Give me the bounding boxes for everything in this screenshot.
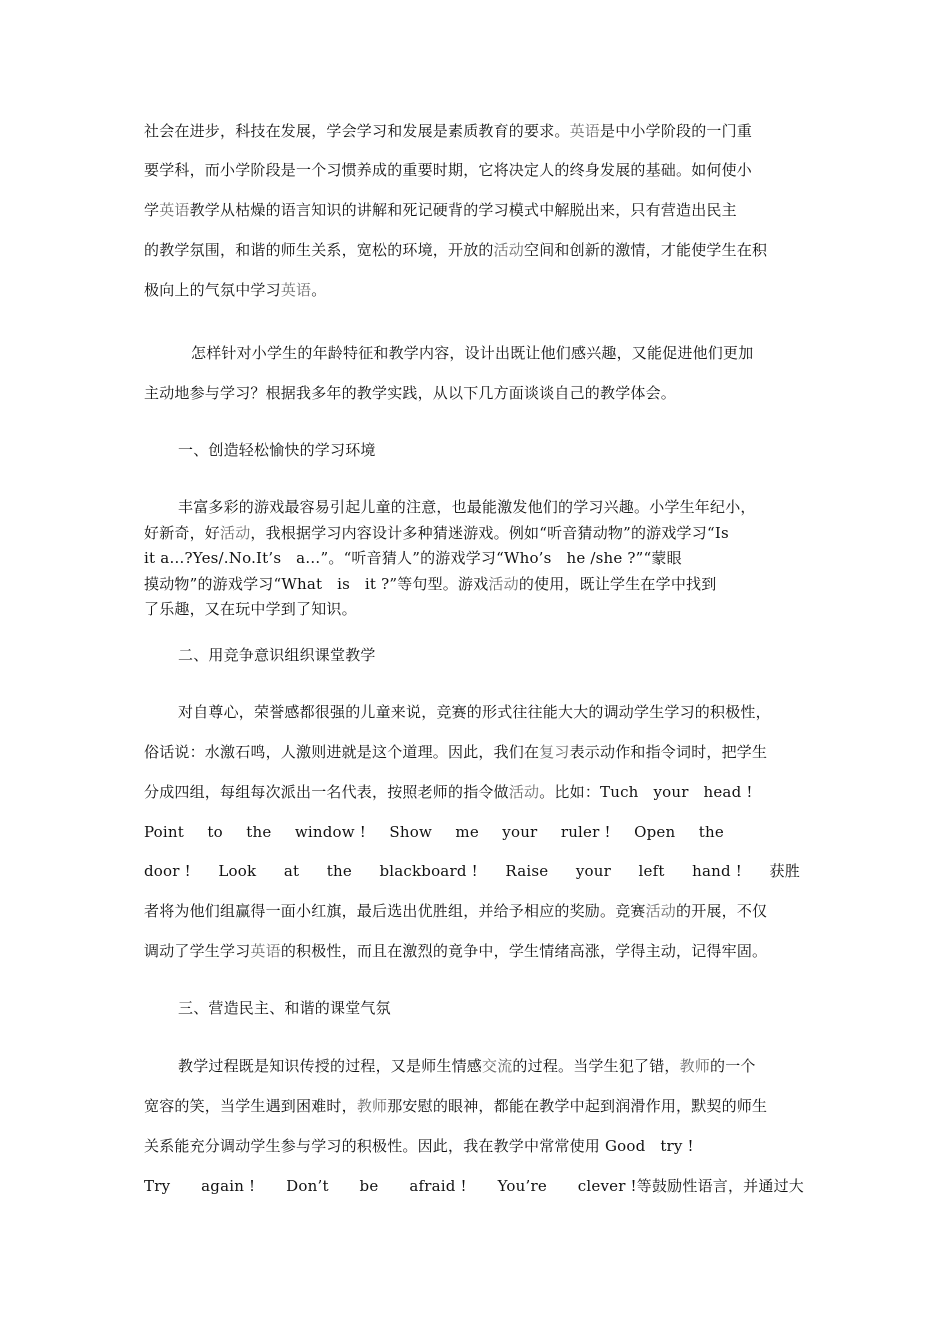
word: again ! bbox=[201, 1177, 256, 1195]
word: Try bbox=[144, 1177, 171, 1195]
text: 好新奇，好 bbox=[144, 524, 221, 542]
text: ，我根据学习内容设计多种猜迷游戏。例如“听音猜动物”的游戏学习“Is bbox=[250, 524, 729, 542]
text: 极向上的气氛中学习 bbox=[144, 281, 281, 299]
text: 是中小学阶段的一门重 bbox=[600, 122, 753, 140]
word: to bbox=[207, 823, 223, 841]
p4-line-4 bbox=[144, 822, 724, 842]
p5-line-2 bbox=[144, 1096, 814, 1116]
keyword-link[interactable]: 教师 bbox=[356, 1097, 388, 1115]
word: door ! bbox=[144, 862, 191, 880]
word: Don’t bbox=[286, 1177, 329, 1195]
word: Look bbox=[218, 862, 257, 880]
p3-line-3: it a…?Yes/.No.It’s a…”。“听音猜人”的游戏学习“Who’s he /she ?”“蒙眼 bbox=[144, 549, 682, 567]
word: ruler ! bbox=[560, 823, 611, 841]
p4-line-5 bbox=[144, 861, 800, 881]
keyword-link[interactable]: 交流 bbox=[482, 1057, 513, 1075]
word: window ! bbox=[294, 823, 366, 841]
p5-line-3: 关系能充分调动学生参与学习的积极性。因此，我在教学中常常使用 Good try ! bbox=[144, 1137, 694, 1155]
p3-line-5: 了乐趣，又在玩中学到了知识。 bbox=[144, 600, 357, 618]
p1-line-3 bbox=[144, 200, 814, 220]
word: 获胜 bbox=[769, 862, 800, 880]
word: Open bbox=[634, 823, 676, 841]
word: your bbox=[502, 823, 538, 841]
word: the bbox=[326, 862, 352, 880]
text: 调动了学生学习 bbox=[144, 942, 251, 960]
p4-line-3 bbox=[144, 782, 814, 802]
word: left bbox=[638, 862, 665, 880]
text: 的使用，既让学生在学中找到 bbox=[518, 575, 717, 593]
keyword-link[interactable]: 活动 bbox=[493, 241, 525, 259]
text: 空间和创新的激情，才能使学生在积 bbox=[524, 241, 768, 259]
p4-line-2 bbox=[144, 742, 814, 762]
text: 的教学氛围，和谐的师生关系，宽松的环境，开放的 bbox=[144, 241, 494, 259]
section-heading-2: 二、用竞争意识组织课堂教学 bbox=[178, 646, 376, 664]
text: 摸动物”的游戏学习“What is it ?”等句型。游戏 bbox=[144, 575, 489, 593]
text: 教学过程既是知识传授的过程，又是师生情感 bbox=[178, 1057, 483, 1075]
p4-line-1: 对自尊心，荣誉感都很强的儿童来说，竞赛的形式往往能大大的调动学生学习的积极性， bbox=[178, 703, 771, 721]
word: You’re bbox=[497, 1177, 547, 1195]
p3-line-1: 丰富多彩的游戏最容易引起儿童的注意，也最能激发他们的学习兴趣。小学生年纪小， bbox=[178, 498, 756, 516]
word: the bbox=[246, 823, 272, 841]
keyword-link[interactable]: 活动 bbox=[488, 575, 519, 593]
p5-line-1 bbox=[178, 1056, 814, 1076]
word: hand ! bbox=[692, 862, 742, 880]
word: Point bbox=[144, 823, 185, 841]
text: 那安慰的眼神，都能在教学中起到润滑作用，默契的师生 bbox=[387, 1097, 768, 1115]
section-heading-1: 一、创造轻松愉快的学习环境 bbox=[178, 441, 376, 459]
word: your bbox=[575, 862, 611, 880]
p3-line-2 bbox=[144, 523, 814, 543]
text: 者将为他们组赢得一面小红旗，最后选出优胜组，并给予相应的奖励。竞赛 bbox=[144, 902, 646, 920]
keyword-link[interactable]: 活动 bbox=[220, 524, 251, 542]
word: afraid ! bbox=[409, 1177, 467, 1195]
text: 学 bbox=[144, 201, 160, 219]
word: blackboard ! bbox=[379, 862, 478, 880]
text: 的一个 bbox=[710, 1057, 756, 1075]
p5-line-4 bbox=[144, 1176, 804, 1196]
p4-line-6 bbox=[144, 901, 814, 921]
text: 的开展，不仅 bbox=[676, 902, 768, 920]
p3-line-4 bbox=[144, 574, 814, 594]
keyword-link[interactable]: 教师 bbox=[679, 1057, 711, 1075]
text: 表示动作和指令词时，把学生 bbox=[569, 743, 768, 761]
text: 俗话说：水激石鸣，人激则进就是这个道理。因此，我们在 bbox=[144, 743, 540, 761]
text: 分成四组，每组每次派出一名代表，按照老师的指令做 bbox=[144, 783, 509, 801]
keyword-link[interactable]: 活动 bbox=[508, 783, 540, 801]
word: me bbox=[455, 823, 479, 841]
text: 的过程。当学生犯了错， bbox=[512, 1057, 680, 1075]
keyword-link[interactable]: 英语 bbox=[159, 201, 190, 219]
p1-line-1 bbox=[144, 121, 814, 141]
p4-line-7 bbox=[144, 941, 814, 961]
text: 社会在进步，科技在发展，学会学习和发展是素质教育的要求。 bbox=[144, 122, 570, 140]
word: Show bbox=[389, 823, 432, 841]
section-heading-3: 三、营造民主、和谐的课堂气氛 bbox=[178, 999, 391, 1017]
keyword-link[interactable]: 英语 bbox=[280, 281, 312, 299]
p1-line-4 bbox=[144, 240, 814, 260]
p2-line-1: 怎样针对小学生的年龄特征和教学内容，设计出既让他们感兴趣，又能促进他们更加 bbox=[191, 344, 754, 362]
word: clever !等鼓励性语言，并通过大 bbox=[577, 1177, 804, 1195]
keyword-link[interactable]: 英语 bbox=[250, 942, 281, 960]
word: the bbox=[698, 823, 724, 841]
text: 。 bbox=[311, 281, 327, 299]
text: 宽容的笑，当学生遇到困难时， bbox=[144, 1097, 357, 1115]
word: Raise bbox=[505, 862, 549, 880]
p2-line-2: 主动地参与学习？根据我多年的教学实践，从以下几方面谈谈自己的教学体会。 bbox=[144, 384, 677, 402]
text: 教学从枯燥的语言知识的讲解和死记硬背的学习模式中解脱出来，只有营造出民主 bbox=[189, 201, 737, 219]
p1-line-5 bbox=[144, 280, 814, 300]
keyword-link[interactable]: 英语 bbox=[569, 122, 601, 140]
keyword-link[interactable]: 活动 bbox=[645, 902, 677, 920]
word: at bbox=[283, 862, 300, 880]
word: be bbox=[359, 1177, 379, 1195]
keyword-link[interactable]: 复习 bbox=[539, 743, 570, 761]
text: 。比如：Tuch your head ! bbox=[539, 783, 753, 801]
text: 的积极性，而且在激烈的竟争中，学生情绪高涨，学得主动，记得牢固。 bbox=[280, 942, 768, 960]
p1-line-2: 要学科，而小学阶段是一个习惯养成的重要时期，它将决定人的终身发展的基础。如何使小 bbox=[144, 161, 753, 179]
